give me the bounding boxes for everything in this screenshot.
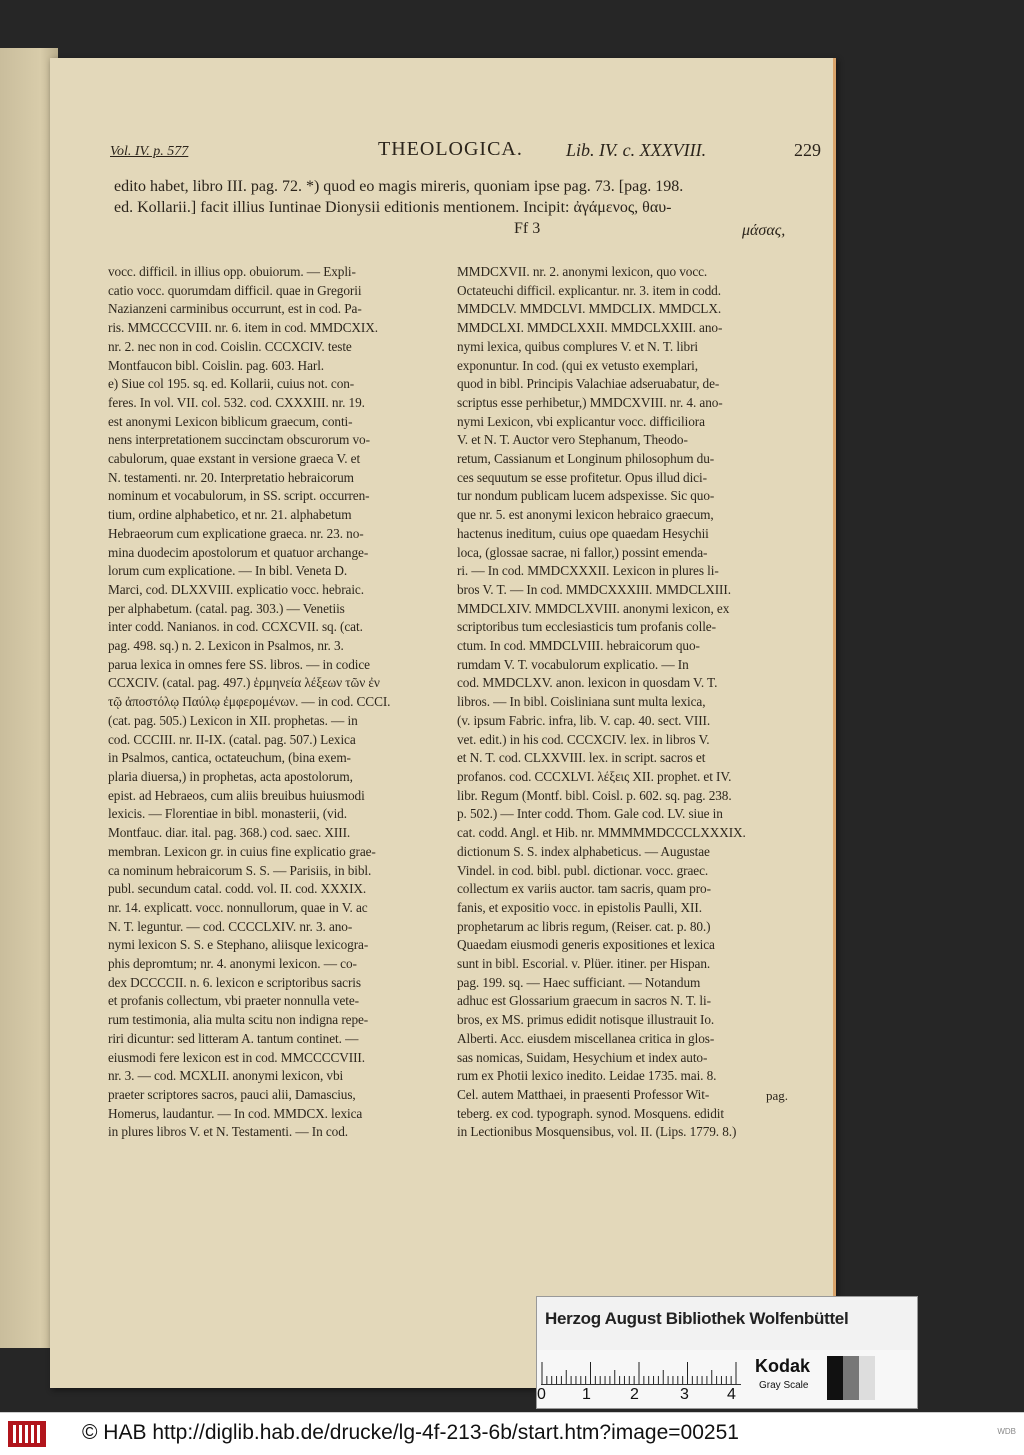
text-line: Vindel. in cod. bibl. publ. dictionar. vocc. graec. <box>457 862 709 878</box>
text-line: plaria diuersa,) in prophetas, acta apostolorum, <box>108 768 353 784</box>
signature-mark: Ff 3 <box>514 220 541 237</box>
ruler-ticks <box>541 1362 741 1384</box>
left-column <box>108 263 453 1142</box>
text-line: p. 502.) — Inter codd. Thom. Gale cod. LV. siue in <box>457 806 723 822</box>
intro-line: ed. Kollarii.] facit illius Iuntinae Dionysii editionis mentionem. Incipit: ἀγάμενος, θαυ- <box>114 199 672 216</box>
text-line: nymi Lexicon, vbi explicantur vocc. difficiliora <box>457 413 705 429</box>
text-line: e) Siue col 195. sq. ed. Kollarii, cuius not. con- <box>108 376 355 392</box>
text-line: loca, (glossae sacrae, ni fallor,) possint emenda- <box>457 544 708 560</box>
text-line: praeter scriptores sacros, pauci alii, Damascius, <box>108 1086 356 1102</box>
text-line: exponuntur. In cod. (qui ex vetusto exemplari, <box>457 357 698 373</box>
text-line: scriptoribus tum ecclesiasticis tum profanis colle- <box>457 619 716 635</box>
text-line: V. et N. T. Auctor vero Stephanum, Theodo- <box>457 432 688 448</box>
previous-page-glyphs <box>0 268 14 1268</box>
text-line: Octateuchi difficil. explicantur. nr. 3. item in codd. <box>457 282 721 298</box>
text-line: epist. ad Hebraeos, cum aliis breuibus huiusmodi <box>108 787 365 803</box>
text-line: publ. secundum catal. codd. vol. II. cod. XXXIX. <box>108 881 367 897</box>
text-line: est anonymi Lexicon biblicum graecum, conti- <box>108 413 353 429</box>
running-header <box>110 138 820 168</box>
text-line: prophetarum ac libris regum, (Reiser. cat. p. 80.) <box>457 918 711 934</box>
text-line: membran. Lexicon gr. in cuius fine explicatio grae- <box>108 843 376 859</box>
text-line: lexicis. — Florentiae in bibl. monasterii, (vid. <box>108 806 347 822</box>
text-line: libr. Regum (Montf. bibl. Coisl. p. 602. sq. pag. 238. <box>457 787 732 803</box>
text-line: vocc. difficil. in illius opp. obuiorum. — Expli- <box>108 264 356 279</box>
text-line: libros. — In bibl. Coisliniana sunt multa lexica, <box>457 694 706 710</box>
text-line: cat. codd. Angl. et Hib. nr. MMMMMDCCCLXXXIX. <box>457 825 746 841</box>
text-line: Montfauc. diar. ital. pag. 368.) cod. saec. XIII. <box>108 825 351 841</box>
text-line: mina duodecim apostolorum et quatuor archange- <box>108 544 369 560</box>
text-line: N. testamenti. nr. 20. Interpretatio hebraicorum <box>108 469 354 485</box>
text-line: ctum. In cod. MMDCLVIII. hebraicorum quo- <box>457 638 700 654</box>
text-line: riri dicuntur: sed litteram A. tantum continet. — <box>108 1030 359 1046</box>
intro-text <box>114 176 814 218</box>
page-number: 229 <box>794 140 821 160</box>
text-line: quod in bibl. Principis Valachiae adseruabatur, de- <box>457 376 720 392</box>
hab-logo-icon <box>8 1421 46 1447</box>
text-line: ces sequutum se esse profitetur. Opus illud dici- <box>457 469 707 485</box>
footer-small-mark: WDB <box>997 1427 1016 1436</box>
text-line: ri. — In cod. MMDCXXXII. Lexicon in plures li- <box>457 563 719 579</box>
ruler-number: 4 <box>727 1386 736 1403</box>
text-line: et N. T. cod. CLXXVIII. lex. in script. sacros et <box>457 750 706 766</box>
ruler-number: 2 <box>630 1386 639 1403</box>
text-line: scriptus esse perhibetur,) MMDCXVIII. nr. 4. ano- <box>457 394 723 410</box>
text-line: nymi lexicon S. S. e Stephano, aliisque lexicogra- <box>108 937 369 953</box>
text-line: cabulorum, quae exstant in versione graeca V. et <box>108 451 361 467</box>
kodak-brand: Kodak <box>755 1356 811 1376</box>
text-line: sas nomicas, Suidam, Hesychium et index auto- <box>457 1049 708 1065</box>
text-line: nr. 14. explicatt. vocc. nonnullorum, quae in V. ac <box>108 899 368 915</box>
text-line: lorum cum explicatione. — In bibl. Veneta D. <box>108 563 348 579</box>
text-line: pag. 199. sq. — Haec sufficiant. — Notandum <box>457 974 701 990</box>
text-line: CCXCIV. (catal. pag. 497.) ἑρμηνεία λέξεων τῶν ἐν <box>108 675 380 691</box>
text-line: vet. edit.) in his cod. CCCXCIV. lex. in libros V. <box>457 731 710 747</box>
text-line: dictionum S. S. index alphabeticus. — Augustae <box>457 843 710 859</box>
text-line: parua lexica in omnes fere SS. libros. — in codice <box>108 656 370 672</box>
text-line: bros V. T. — In cod. MMDCXXXIII. MMDCLXIII. <box>457 581 731 597</box>
text-line: ris. MMCCCCVIII. nr. 6. item in cod. MMDCXIX. <box>108 320 378 336</box>
footer-bar <box>0 1412 1024 1455</box>
right-column <box>457 263 802 1142</box>
text-line: fanis, et expositio vocc. in epistolis Paulli, XII. <box>457 899 702 915</box>
text-line: in Psalmos, cantica, octateuchum, (bina exem- <box>108 750 351 766</box>
text-line: collectum ex variis auctor. tam sacris, quam pro- <box>457 881 711 897</box>
library-label <box>536 1296 918 1352</box>
text-line: eiusmodi fere lexicon est in cod. MMCCCCVIII. <box>108 1049 365 1065</box>
text-line: nr. 3. — cod. MCXLII. anonymi lexicon, vbi <box>108 1068 344 1084</box>
text-line: nens interpretationem succinctam obscurorum vo- <box>108 432 370 448</box>
kodak-scale-strip <box>536 1350 918 1409</box>
ruler <box>541 1362 741 1385</box>
book-page <box>50 58 836 1388</box>
text-line: cod. CCCIII. nr. II-IX. (catal. pag. 507.) Lexica <box>108 731 356 747</box>
gray-scale-bars <box>827 1356 875 1400</box>
text-line: Nazianzeni carminibus occurrunt, est in cod. Pa- <box>108 301 362 317</box>
text-line: phis depromtum; nr. 4. anonymi lexicon. — co- <box>108 956 357 972</box>
text-line: ca nominum hebraicorum S. S. — Parisiis, in bibl. <box>108 862 372 878</box>
text-line: teberg. ex cod. typograph. synod. Mosquens. edidit <box>457 1105 724 1121</box>
gray-scale-label: Gray Scale <box>759 1380 809 1391</box>
footer-copyright: © HAB http://diglib.hab.de/drucke/lg-4f-213-6b/start.htm?image=00251 <box>82 1421 739 1444</box>
text-line: inter codd. Nanianos. in cod. CCXCVII. sq. (cat. <box>108 619 363 635</box>
ruler-number: 3 <box>680 1386 689 1403</box>
text-line: rum ex Photii lexico inedito. Leidae 1735. mai. 8. <box>457 1068 717 1084</box>
text-line: (v. ipsum Fabric. infra, lib. V. cap. 40. sect. VIII. <box>457 712 711 728</box>
ruler-number: 0 <box>537 1386 546 1403</box>
text-line: pag. 498. sq.) n. 2. Lexicon in Psalmos, nr. 3. <box>108 638 344 654</box>
text-line: Homerus, laudantur. — In cod. MMDCX. lexica <box>108 1105 363 1121</box>
text-line: Hebraeorum cum explicatione graeca. nr. 23. no- <box>108 525 364 541</box>
text-line: retum, Cassianum et Longinum philosophum du- <box>457 451 715 467</box>
library-name: Herzog August Bibliothek Wolfenbüttel <box>545 1309 849 1328</box>
text-line: nymi lexica, quibus complures V. et N. T. libri <box>457 338 699 354</box>
text-line: N. T. leguntur. — cod. CCCCLXIV. nr. 3. ano- <box>108 918 353 934</box>
text-line: rumdam V. T. vocabulorum explicatio. — In <box>457 656 689 672</box>
text-line: adhuc est Glossarium graecum in sacros N. T. li- <box>457 993 711 1009</box>
text-line: (cat. pag. 505.) Lexicon in XII. prophetas. — in <box>108 712 358 728</box>
text-line: nominum et vocabulorum, in SS. script. occurren- <box>108 488 370 504</box>
signature-row <box>114 218 814 242</box>
text-line: Montfaucon bibl. Coislin. pag. 603. Harl. <box>108 357 325 373</box>
text-line: Marci, cod. DLXXVIII. explicatio vocc. hebraic. <box>108 581 364 597</box>
text-line: τῷ ἀποστόλῳ Παύλῳ ἐμφερομένων. — in cod. CCCI. <box>108 694 391 710</box>
text-line: in Lectionibus Mosquensibus, vol. II. (Lips. 1779. 8.) <box>457 1124 737 1140</box>
text-line: cod. MMDCLXV. anon. lexicon in quosdam V. T. <box>457 675 718 691</box>
text-line: Cel. autem Matthaei, in praesenti Professor Wit- <box>457 1086 710 1102</box>
header-section: Lib. IV. c. XXXVIII. <box>566 140 707 160</box>
text-line: tur nondum publicam lucem adspexisse. Sic quo- <box>457 488 715 504</box>
text-line: MMDCLXIV. MMDCLXVIII. anonymi lexicon, ex <box>457 600 730 616</box>
text-line: et profanis collectum, vbi praeter nonnulla vete- <box>108 993 359 1009</box>
intro-line: edito habet, libro III. pag. 72. *) quod eo magis mireris, quoniam ipse pag. 73. [pag. 198. <box>114 178 684 195</box>
header-title: THEOLOGICA. <box>378 138 523 160</box>
text-line: sunt in bibl. Escorial. v. Plüer. itiner. per Hispan. <box>457 956 711 972</box>
text-line: per alphabetum. (catal. pag. 303.) — Venetiis <box>108 600 345 616</box>
catchword-bottom: pag. <box>766 1088 789 1103</box>
ruler-number: 1 <box>582 1386 591 1403</box>
text-line: catio vocc. quorumdam difficil. quae in Gregorii <box>108 282 362 298</box>
text-line: MMDCLXI. MMDCLXXII. MMDCLXXIII. ano- <box>457 320 723 336</box>
text-line: nr. 2. nec non in cod. Coislin. CCCXCIV. teste <box>108 338 352 354</box>
text-line: feres. In vol. VII. col. 532. cod. CXXXIII. nr. 19. <box>108 394 365 410</box>
text-line: Alberti. Acc. eiusdem miscellanea critica in glos- <box>457 1030 715 1046</box>
text-line: tium, ordine alphabetico, et nr. 21. alphabetum <box>108 507 352 523</box>
volume-reference: Vol. IV. p. 577 <box>110 144 189 159</box>
text-line: profanos. cod. CCCXLVI. λέξεις XII. prophet. et IV. <box>457 768 732 784</box>
text-line: MMDCXVII. nr. 2. anonymi lexicon, quo vocc. <box>457 264 708 279</box>
text-line: in plures libros V. et N. Testamenti. — In cod. <box>108 1124 348 1140</box>
text-line: dex DCCCCII. n. 6. lexicon e scriptoribus sacris <box>108 974 361 990</box>
text-line: MMDCLV. MMDCLVI. MMDCLIX. MMDCLX. <box>457 301 722 317</box>
text-line: que nr. 5. est anonymi lexicon hebraico graecum, <box>457 507 714 523</box>
text-line: hactenus ineditum, cuius ope quaedam Hesychii <box>457 525 709 541</box>
catchword-top: μάσας, <box>742 222 786 239</box>
text-line: bros, ex MS. primus edidit notisque illustrauit Io. <box>457 1012 715 1028</box>
text-line: Quaedam eiusmodi generis expositiones et lexica <box>457 937 715 953</box>
text-line: rum testimonia, alia multa scitu non indigna repe- <box>108 1012 369 1028</box>
